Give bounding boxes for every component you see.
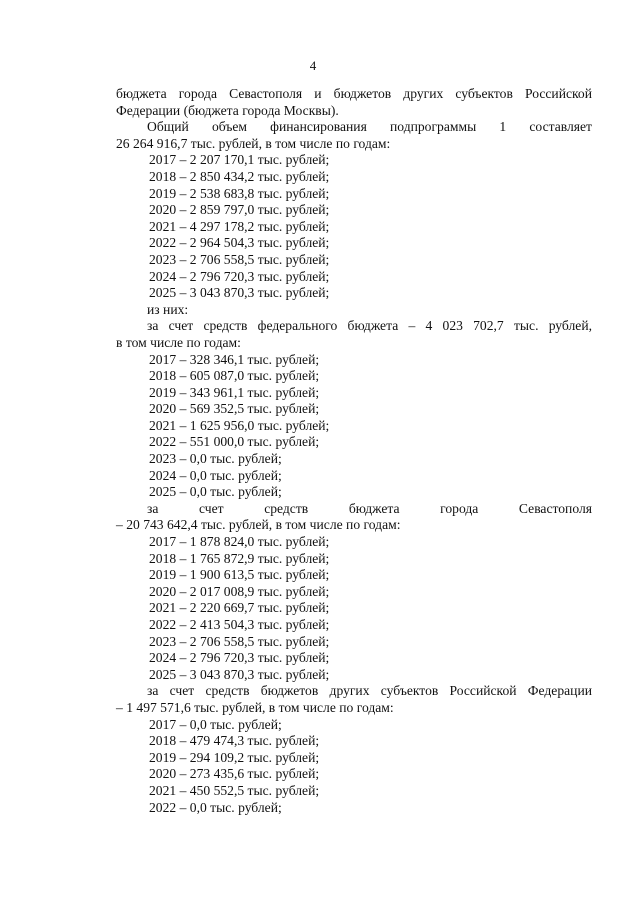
text-line: 2017 – 328 346,1 тыс. рублей; bbox=[149, 351, 320, 367]
text-line: 2017 – 1 878 824,0 тыс. рублей; bbox=[149, 534, 330, 550]
text-line: 2018 – 2 850 434,2 тыс. рублей; bbox=[149, 168, 330, 184]
text-line: 2017 – 0,0 тыс. рублей; bbox=[149, 716, 282, 732]
text-line: 26 264 916,7 тыс. рублей, в том числе по годам: bbox=[116, 135, 391, 151]
text-line: 2021 – 450 552,5 тыс. рублей; bbox=[149, 782, 320, 798]
text-line: 2021 – 1 625 956,0 тыс. рублей; bbox=[149, 417, 330, 433]
text-line: в том числе по годам: bbox=[116, 334, 241, 350]
text-line: 2024 – 0,0 тыс. рублей; bbox=[149, 467, 282, 483]
text-line: 2019 – 294 109,2 тыс. рублей; bbox=[149, 749, 320, 765]
text-line: – 20 743 642,4 тыс. рублей, в том числе по годам: bbox=[116, 517, 401, 533]
text-line: 2019 – 1 900 613,5 тыс. рублей; bbox=[149, 567, 330, 583]
text-line: 2023 – 2 706 558,5 тыс. рублей; bbox=[149, 251, 330, 267]
text-line: 2022 – 0,0 тыс. рублей; bbox=[149, 799, 282, 815]
text-line: 2017 – 2 207 170,1 тыс. рублей; bbox=[149, 152, 330, 168]
text-line: бюджета города Севастополя и бюджетов других субъектов Российской bbox=[116, 86, 592, 101]
text-line: за счет средств бюджета города Севастополя bbox=[147, 500, 592, 516]
text-line: 2018 – 1 765 872,9 тыс. рублей; bbox=[149, 550, 330, 566]
text-line: 2022 – 2 413 504,3 тыс. рублей; bbox=[149, 617, 330, 632]
page-number: 4 bbox=[309, 58, 317, 73]
text-line: 2021 – 2 220 669,7 тыс. рублей; bbox=[149, 600, 330, 616]
text-line: 2020 – 569 352,5 тыс. рублей; bbox=[149, 401, 320, 417]
text-line: 2023 – 0,0 тыс. рублей; bbox=[149, 451, 282, 467]
text-line: за счет средств бюджетов других субъектов Российской Федерации bbox=[147, 683, 592, 699]
text-line: – 1 497 571,6 тыс. рублей, в том числе по годам: bbox=[116, 699, 394, 715]
text-line: Общий объем финансирования подпрограммы 1 составляет bbox=[147, 119, 592, 135]
text-line: 2020 – 2 017 008,9 тыс. рублей; bbox=[149, 583, 330, 599]
text-line: 2024 – 2 796 720,3 тыс. рублей; bbox=[149, 650, 330, 666]
text-line: 2024 – 2 796 720,3 тыс. рублей; bbox=[149, 268, 330, 284]
text-line: 2022 – 2 964 504,3 тыс. рублей; bbox=[149, 235, 330, 251]
document-body bbox=[116, 86, 592, 816]
text-line: 2023 – 2 706 558,5 тыс. рублей; bbox=[149, 633, 330, 649]
text-line: 2020 – 273 435,6 тыс. рублей; bbox=[149, 766, 320, 782]
text-line: 2025 – 3 043 870,3 тыс. рублей; bbox=[149, 285, 330, 301]
text-line: 2020 – 2 859 797,0 тыс. рублей; bbox=[149, 202, 330, 218]
text-line: 2019 – 2 538 683,8 тыс. рублей; bbox=[149, 185, 330, 201]
text-line: 2018 – 605 087,0 тыс. рублей; bbox=[149, 368, 320, 384]
text-line: 2022 – 551 000,0 тыс. рублей; bbox=[149, 434, 320, 450]
text-line: 2018 – 479 474,3 тыс. рублей; bbox=[149, 733, 320, 749]
text-line: 2021 – 4 297 178,2 тыс. рублей; bbox=[149, 218, 330, 234]
text-line: 2025 – 0,0 тыс. рублей; bbox=[149, 484, 282, 500]
text-line: Федерации (бюджета города Москвы). bbox=[116, 102, 339, 118]
text-line: из них: bbox=[147, 301, 189, 317]
text-line: 2025 – 3 043 870,3 тыс. рублей; bbox=[149, 666, 330, 682]
text-line: за счет средств федерального бюджета – 4 023 702,7 тыс. рублей, bbox=[147, 318, 592, 334]
text-line: 2019 – 343 961,1 тыс. рублей; bbox=[149, 384, 320, 400]
